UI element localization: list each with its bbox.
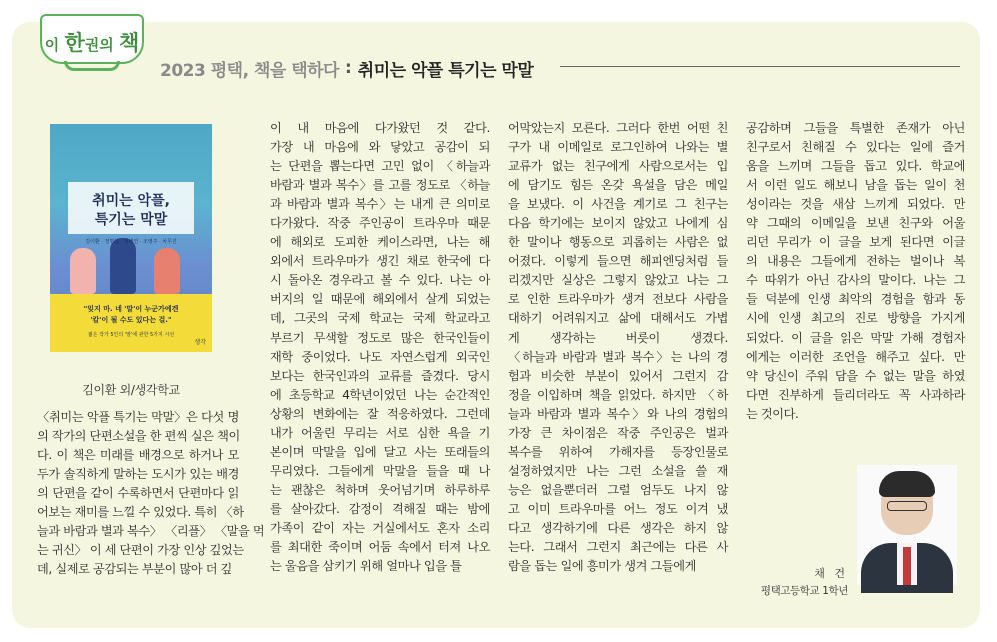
text-line: 의 작가의 단편소설을 한 편씩 실은 책이 bbox=[37, 429, 240, 444]
header-rule bbox=[560, 66, 960, 67]
text-line: 데, 그곳의 국제 학교는 국제 학교라고 bbox=[270, 311, 490, 326]
badge-part1: 이 bbox=[44, 36, 65, 54]
text-line: 는 괜찮은 척하며 웃어넘기며 하루하루 bbox=[270, 482, 490, 497]
text-line: 늘과 바람과 별과 복수〉 〈리플〉 〈말을 먹 bbox=[37, 524, 265, 539]
badge-part4: 책 bbox=[118, 31, 140, 55]
text-line: 구가 내 이메일로 로그인하여 나와는 별 bbox=[508, 140, 728, 155]
text-line: 어막았는지 모른다. 그러다 한번 어떤 친 bbox=[508, 121, 728, 135]
text-line: 약 당신이 주워 담을 수 없는 말을 하였 bbox=[746, 368, 965, 383]
text-line: 재학 중이었다. 나도 자연스럽게 외국인 bbox=[270, 349, 490, 364]
text-line: 시 돌아온 경우라고 볼 수 있다. 나는 아 bbox=[270, 273, 490, 288]
body-column-2 bbox=[270, 119, 490, 576]
text-line: 가장 내 마음에 와 닿았고 공감이 되 bbox=[270, 140, 490, 155]
cover-quote-line2: '칼'이 될 수도 있다는 걸." bbox=[90, 316, 172, 324]
text-line: 게 생각하는 버릇이 생겼다. bbox=[508, 330, 728, 345]
text-line: 는 단편을 뽑는다면 고민 없이 〈하늘과 bbox=[270, 159, 490, 174]
text-line: 본이며 막말을 입에 달고 사는 또래들의 bbox=[270, 444, 490, 459]
text-line: 설정하였지만 나는 그런 소설을 쓸 재 bbox=[508, 463, 728, 478]
text-line: 리던 무리가 이 글을 보게 된다면 이글 bbox=[746, 235, 965, 250]
text-line: 다면 진부하게 들리더라도 꼭 사과하라 bbox=[746, 387, 965, 402]
text-line: 두가 솔직하게 말하는 도시가 있는 배경 bbox=[37, 467, 239, 482]
badge-label bbox=[45, 27, 140, 57]
text-line: 가족이 같이 자는 거실에서도 혼자 소리 bbox=[270, 520, 490, 535]
text-line: 로 인한 트라우마가 생겨 전보다 사람을 bbox=[508, 292, 728, 307]
series-name: 2023 평택, 책을 택하다 bbox=[160, 60, 339, 81]
text-line: 움을 느끼며 그들을 돕고 있다. 학교에 bbox=[746, 159, 965, 174]
cover-subquote: 젊은 작가 5인의 '말'에 관한 5가지 시선 bbox=[87, 332, 175, 338]
author-affiliation: 평택고등학교 1학년 bbox=[760, 585, 848, 597]
author-photo bbox=[857, 465, 957, 585]
cover-figure bbox=[70, 248, 96, 294]
text-line: 다. 이 책은 미래를 배경으로 하거나 모 bbox=[37, 448, 239, 463]
text-line: 서 이런 일도 해보니 남을 돕는 일이 천 bbox=[746, 178, 965, 193]
text-line: 교류가 없는 친구에게 사람으로서는 입 bbox=[508, 159, 728, 174]
text-line: 어보는 재미를 느낄 수 있었다. 특히 〈하 bbox=[37, 505, 244, 520]
text-line: 부르기 무색할 정도로 많은 한국인들이 bbox=[270, 330, 490, 345]
text-line: 바람과 별과 복수〉를 고를 정도로 〈하늘 bbox=[270, 178, 490, 193]
body-column-1 bbox=[37, 408, 265, 579]
text-line: 〈하늘과 바람과 별과 복수〉는 나의 경 bbox=[508, 349, 728, 364]
text-line: 의 내용은 그들에게 전하는 벌이나 복 bbox=[746, 254, 965, 269]
page-title: 취미는 악플 특기는 막말 bbox=[357, 60, 534, 81]
text-line: 리겠지만 실상은 그렇지 않았고 나는 그 bbox=[508, 273, 728, 288]
text-line: 되었다. 이 글을 읽은 막말 가해 경험자 bbox=[746, 330, 965, 345]
text-line: 다가왔다. 작중 주인공이 트라우마 때문 bbox=[270, 216, 490, 231]
text-line: 상황의 변화에는 잘 적응하였다. 그런데 bbox=[270, 406, 490, 421]
cover-title-line2: 특기는 막말 bbox=[94, 212, 168, 228]
text-line: 〈취미는 악플 특기는 막말〉은 다섯 명 bbox=[37, 410, 239, 424]
text-line: 에 담기도 힘든 온갖 욕설을 담은 메일 bbox=[508, 178, 728, 193]
header-separator: : bbox=[344, 58, 352, 78]
text-line: 에 해외로 도피한 케이스라면, 나는 해 bbox=[270, 235, 490, 250]
text-line: 들 덕분에 인생 최악의 경험을 함과 동 bbox=[746, 292, 965, 307]
text-line: 고 이미 트라우마를 어느 정도 이겨 냈 bbox=[508, 501, 728, 516]
publisher-logo: 생각 bbox=[194, 339, 206, 346]
cover-title-box bbox=[68, 182, 194, 234]
text-line: 과 바람과 별과 복수〉는 내게 큰 의미로 bbox=[270, 197, 490, 212]
text-line: 를 살아갔다. 감정이 격해질 때는 밤에 bbox=[270, 501, 490, 516]
text-line: 능은 없을뿐더러 그럴 엄두도 나지 않 bbox=[508, 482, 728, 497]
text-line: 가장 큰 차이점은 작중 주인공은 벌과 bbox=[508, 425, 728, 440]
badge-part3: 권의 bbox=[84, 36, 119, 54]
badge-part2: 한 bbox=[64, 31, 85, 55]
text-line: 수 따위가 아닌 감사의 말이다. 나는 그 bbox=[746, 273, 965, 288]
body-column-4 bbox=[746, 119, 965, 424]
cover-figure bbox=[154, 248, 180, 294]
text-line: 을 보냈다. 이 사건을 계기로 그 친구는 bbox=[508, 197, 728, 212]
text-line: 친구로서 친해질 수 있다는 일에 즐거 bbox=[746, 140, 965, 155]
text-line: 한 말이나 행동으로 괴롭히는 사람은 없 bbox=[508, 235, 728, 250]
text-line: 보다는 한국인과의 교류를 즐겼다. 당시 bbox=[270, 368, 490, 383]
text-line: 대하기 어려워지고 삶에 대해서도 가볍 bbox=[508, 311, 728, 326]
cover-title-line1: 취미는 악플, bbox=[92, 193, 170, 209]
section-badge bbox=[40, 14, 144, 64]
text-line: 는 울음을 삼키기 위해 얼마나 입을 틀 bbox=[270, 559, 462, 574]
text-line: 복수를 위하여 가해자를 등장인물로 bbox=[508, 444, 728, 459]
text-line: 에게는 이러한 조언을 해주고 싶다. 만 bbox=[746, 349, 965, 364]
text-line: 는다. 그래서 그런지 최근에는 다른 사 bbox=[508, 540, 728, 555]
text-line: 어졌다. 이렇게 들으면 해피엔딩처럼 들 bbox=[508, 254, 728, 269]
text-line: 정을 이입하며 책을 읽었다. 하지만 〈하 bbox=[508, 387, 728, 402]
text-line: 시에 인생 최고의 진로 방향을 가지게 bbox=[746, 311, 965, 326]
open-book-icon bbox=[64, 59, 120, 71]
text-line: 공감하며 그들을 특별한 존재가 아닌 bbox=[746, 121, 965, 135]
text-line: 무리였다. 그들에게 막말을 들을 때 나 bbox=[270, 463, 490, 478]
author-name: 채 건 bbox=[814, 567, 848, 580]
text-line: 내가 어울린 무리는 서로 심한 욕을 기 bbox=[270, 425, 490, 440]
text-line: 의 단편을 같이 수록하면서 단편마다 읽 bbox=[37, 486, 239, 501]
text-line: 외에서 트라우마가 생긴 채로 한국에 다 bbox=[270, 254, 490, 269]
text-line: 성이라는 것을 새삼 느끼게 되었다. 만 bbox=[746, 197, 965, 212]
text-line: 약 그때의 이메일을 보낸 친구와 어울 bbox=[746, 216, 965, 231]
book-caption: 김이환 외/생각학교 bbox=[82, 383, 180, 397]
text-line: 람을 돕는 일에 흥미가 생겨 그들에게 bbox=[508, 559, 696, 574]
text-line: 에 초등학교 4학년이었던 나는 순간적인 bbox=[270, 387, 490, 402]
cover-quote-line1: "잊지 마. 네 '말'이 누군가에겐 bbox=[83, 305, 179, 313]
text-line: 는 귀신〉 이 세 단편이 가장 인상 깊었는 bbox=[37, 543, 244, 558]
body-column-3 bbox=[508, 119, 728, 576]
text-line: 이 내 마음에 다가왔던 것 같다. bbox=[270, 121, 490, 135]
text-line: 다음 학기에는 보이지 않았고 나에게 심 bbox=[508, 216, 728, 231]
text-line: 를 최대한 죽이며 어둠 속에서 터져 나오 bbox=[270, 540, 490, 555]
text-line: 는 것이다. bbox=[746, 406, 799, 421]
text-line: 데, 실제로 공감되는 부분이 많아 더 깊 bbox=[37, 562, 232, 577]
cover-figure bbox=[110, 238, 136, 294]
text-line: 다고 생각하기에 다른 생각은 하지 않 bbox=[508, 520, 728, 535]
article-header bbox=[160, 51, 533, 85]
cover-authors: 김이환 · 정명섭 · 정해연 · 조영주 · 차무진 bbox=[85, 239, 177, 245]
book-cover-image bbox=[50, 124, 212, 352]
text-line: 늘과 바람과 별과 복수〉와 나의 경험의 bbox=[508, 406, 728, 421]
text-line: 험과 비슷한 부분이 있어서 그런지 감 bbox=[508, 368, 728, 383]
text-line: 버지의 일 때문에 해외에서 살게 되었는 bbox=[270, 292, 490, 307]
